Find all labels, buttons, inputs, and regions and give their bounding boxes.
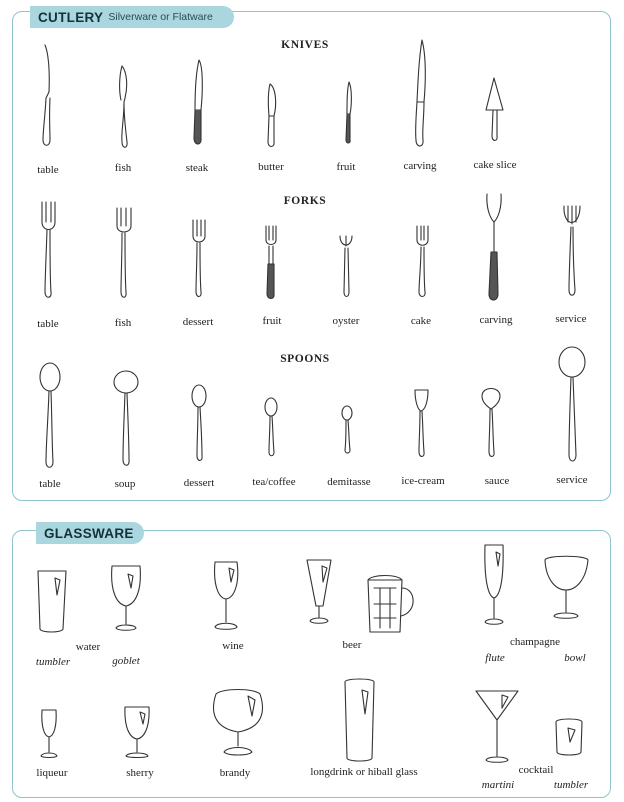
longdrink-label: longdrink or hiball glass	[310, 766, 418, 778]
liqueur-glass-icon	[41, 710, 57, 758]
goblet-label: goblet	[112, 655, 140, 667]
tumbler-label: tumbler	[35, 656, 71, 668]
sherry-label: sherry	[126, 767, 154, 779]
goblet-icon	[112, 566, 141, 630]
beer-mug-icon	[368, 576, 413, 633]
knife-label: carving	[403, 160, 437, 172]
fork-label: dessert	[182, 316, 214, 328]
martini-label: martini	[481, 779, 515, 791]
fork-label: fruit	[262, 315, 282, 327]
martini-glass-icon	[476, 691, 518, 762]
spoon-label: table	[39, 478, 61, 490]
wine-glass-icon	[215, 562, 238, 629]
bowl-label: bowl	[564, 652, 586, 664]
cutlery-subtitle: Silverware or Flatware	[108, 11, 213, 23]
knife-label: butter	[258, 161, 284, 173]
cocktail-tumbler-icon	[556, 719, 582, 755]
wine-label: wine	[222, 640, 244, 652]
liqueur-label: liqueur	[36, 767, 68, 779]
fork-label: service	[555, 313, 587, 325]
knife-label: table	[37, 164, 59, 176]
fork-label: cake	[410, 315, 432, 327]
knife-label: cake slice	[473, 159, 517, 171]
champagne-label: champagne	[509, 636, 561, 648]
spoon-label: service	[556, 474, 588, 486]
spoons-heading: SPOONS	[280, 353, 330, 365]
cocktail-tumbler-label: tumbler	[553, 779, 589, 791]
knife-label: fruit	[336, 161, 356, 173]
spoon-label: sauce	[484, 475, 510, 487]
sherry-glass-icon	[125, 707, 149, 758]
brandy-glass-icon	[214, 690, 263, 756]
water-label: water	[75, 641, 101, 653]
knives-heading: KNIVES	[281, 39, 329, 51]
fork-label: fish	[114, 317, 132, 329]
longdrink-glass-icon	[345, 679, 374, 761]
brandy-label: brandy	[219, 767, 251, 779]
spoon-label: dessert	[183, 477, 215, 489]
beer-pilsner-icon	[307, 560, 331, 623]
tumbler-icon	[38, 571, 66, 632]
forks-heading: FORKS	[283, 195, 327, 207]
fork-label: oyster	[332, 315, 360, 327]
spoon-label: ice-cream	[401, 475, 445, 487]
fork-label: carving	[479, 314, 513, 326]
beer-label: beer	[342, 639, 362, 651]
cocktail-label: cocktail	[518, 764, 554, 776]
fork-label: table	[37, 318, 59, 330]
knife-label: fish	[114, 162, 132, 174]
glassware-title: GLASSWARE	[44, 525, 134, 541]
flute-label: flute	[485, 652, 505, 664]
cutlery-title: CUTLERY	[38, 9, 104, 25]
champagne-bowl-icon	[545, 556, 588, 618]
champagne-flute-icon	[485, 545, 503, 624]
spoon-label: tea/coffee	[252, 476, 296, 488]
spoon-label: demitasse	[327, 476, 371, 488]
knife-label: steak	[185, 162, 209, 174]
spoon-label: soup	[114, 478, 136, 490]
